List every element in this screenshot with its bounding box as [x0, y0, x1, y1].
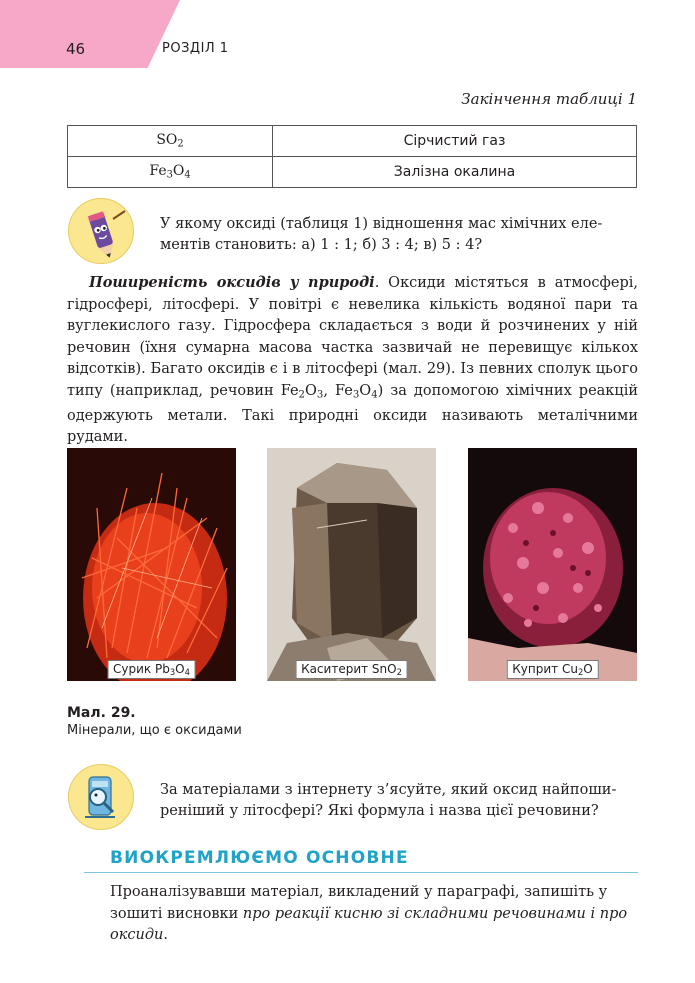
table-row — [68, 126, 637, 157]
page-number: 46 — [66, 40, 86, 58]
question-1: У якому оксиді (таблиця 1) відношення мас хімічних еле- ментів становить: а) 1 : 1; б) 3 : 4; в) 5 : 4? — [160, 216, 603, 253]
photo-cassiterite — [267, 448, 436, 681]
brown-crystal-illustration — [267, 448, 436, 681]
question-2: За матеріалами з інтернету з’ясуйте, який оксид найпоши- реніший у літосфері? Які формула і назва цієї речовини? — [160, 782, 617, 819]
summary-divider — [84, 872, 638, 873]
red-crystals-illustration — [67, 448, 236, 681]
name-cell: Залізна окалина — [273, 157, 637, 188]
table-row — [68, 157, 637, 188]
crimson-crystal-illustration — [468, 448, 637, 681]
magnifier-mascot-icon — [68, 764, 134, 830]
summary-text: Проаналізувавши матеріал, викладений у параграфі, запишіть у зошиті висновки про реакції кисню зі складними речовинами і про оксиди. — [110, 884, 628, 943]
photo-minium — [67, 448, 236, 681]
pencil-mascot-icon — [68, 198, 134, 264]
table-caption: Закінчення таблиці 1 — [461, 90, 637, 108]
paragraph-heading: Поширеність оксидів у природі — [89, 274, 375, 291]
header-tab — [0, 0, 180, 68]
photo-cuprite — [468, 448, 637, 681]
oxide-table — [67, 125, 637, 188]
figure-title: Мал. 29. — [67, 705, 136, 721]
photo-label: Каситерит SnO$_2$ — [295, 660, 408, 679]
formula-cell: $SO_2$ — [68, 126, 273, 157]
formula-cell: $Fe_3O_4$ — [68, 157, 273, 188]
name-cell: Сірчистий газ — [273, 126, 637, 157]
figure-description: Мінерали, що є оксидами — [67, 723, 242, 738]
photo-label: Сурик $Pb_3O_4$ — [107, 660, 196, 679]
photo-label: Куприт $Cu_2O$ — [506, 660, 598, 679]
section-label: РОЗДІЛ 1 — [162, 41, 229, 56]
summary-heading: ВИОКРЕМЛЮЄМО ОСНОВНЕ — [110, 848, 409, 868]
body-paragraph: Поширеність оксидів у природі. Оксиди містяться в атмосфері, гідросфері, літосфері. У повітрі є невелика кількість водяної пари та вуглекислого газу. Гідросфера складається з води й розчинених у ній речовин (їхня сумарна масова частка зазвичай не перевищує кількох відсотків). Багато оксидів є і в літосфері (мал. 29). Із певних сполук цього типу (наприклад, речовин $Fe_2O_3$, $Fe_3O_4$) за допомогою хімічних реакцій одержують метали. Такі природні оксиди називають металічними рудами. — [67, 274, 638, 446]
